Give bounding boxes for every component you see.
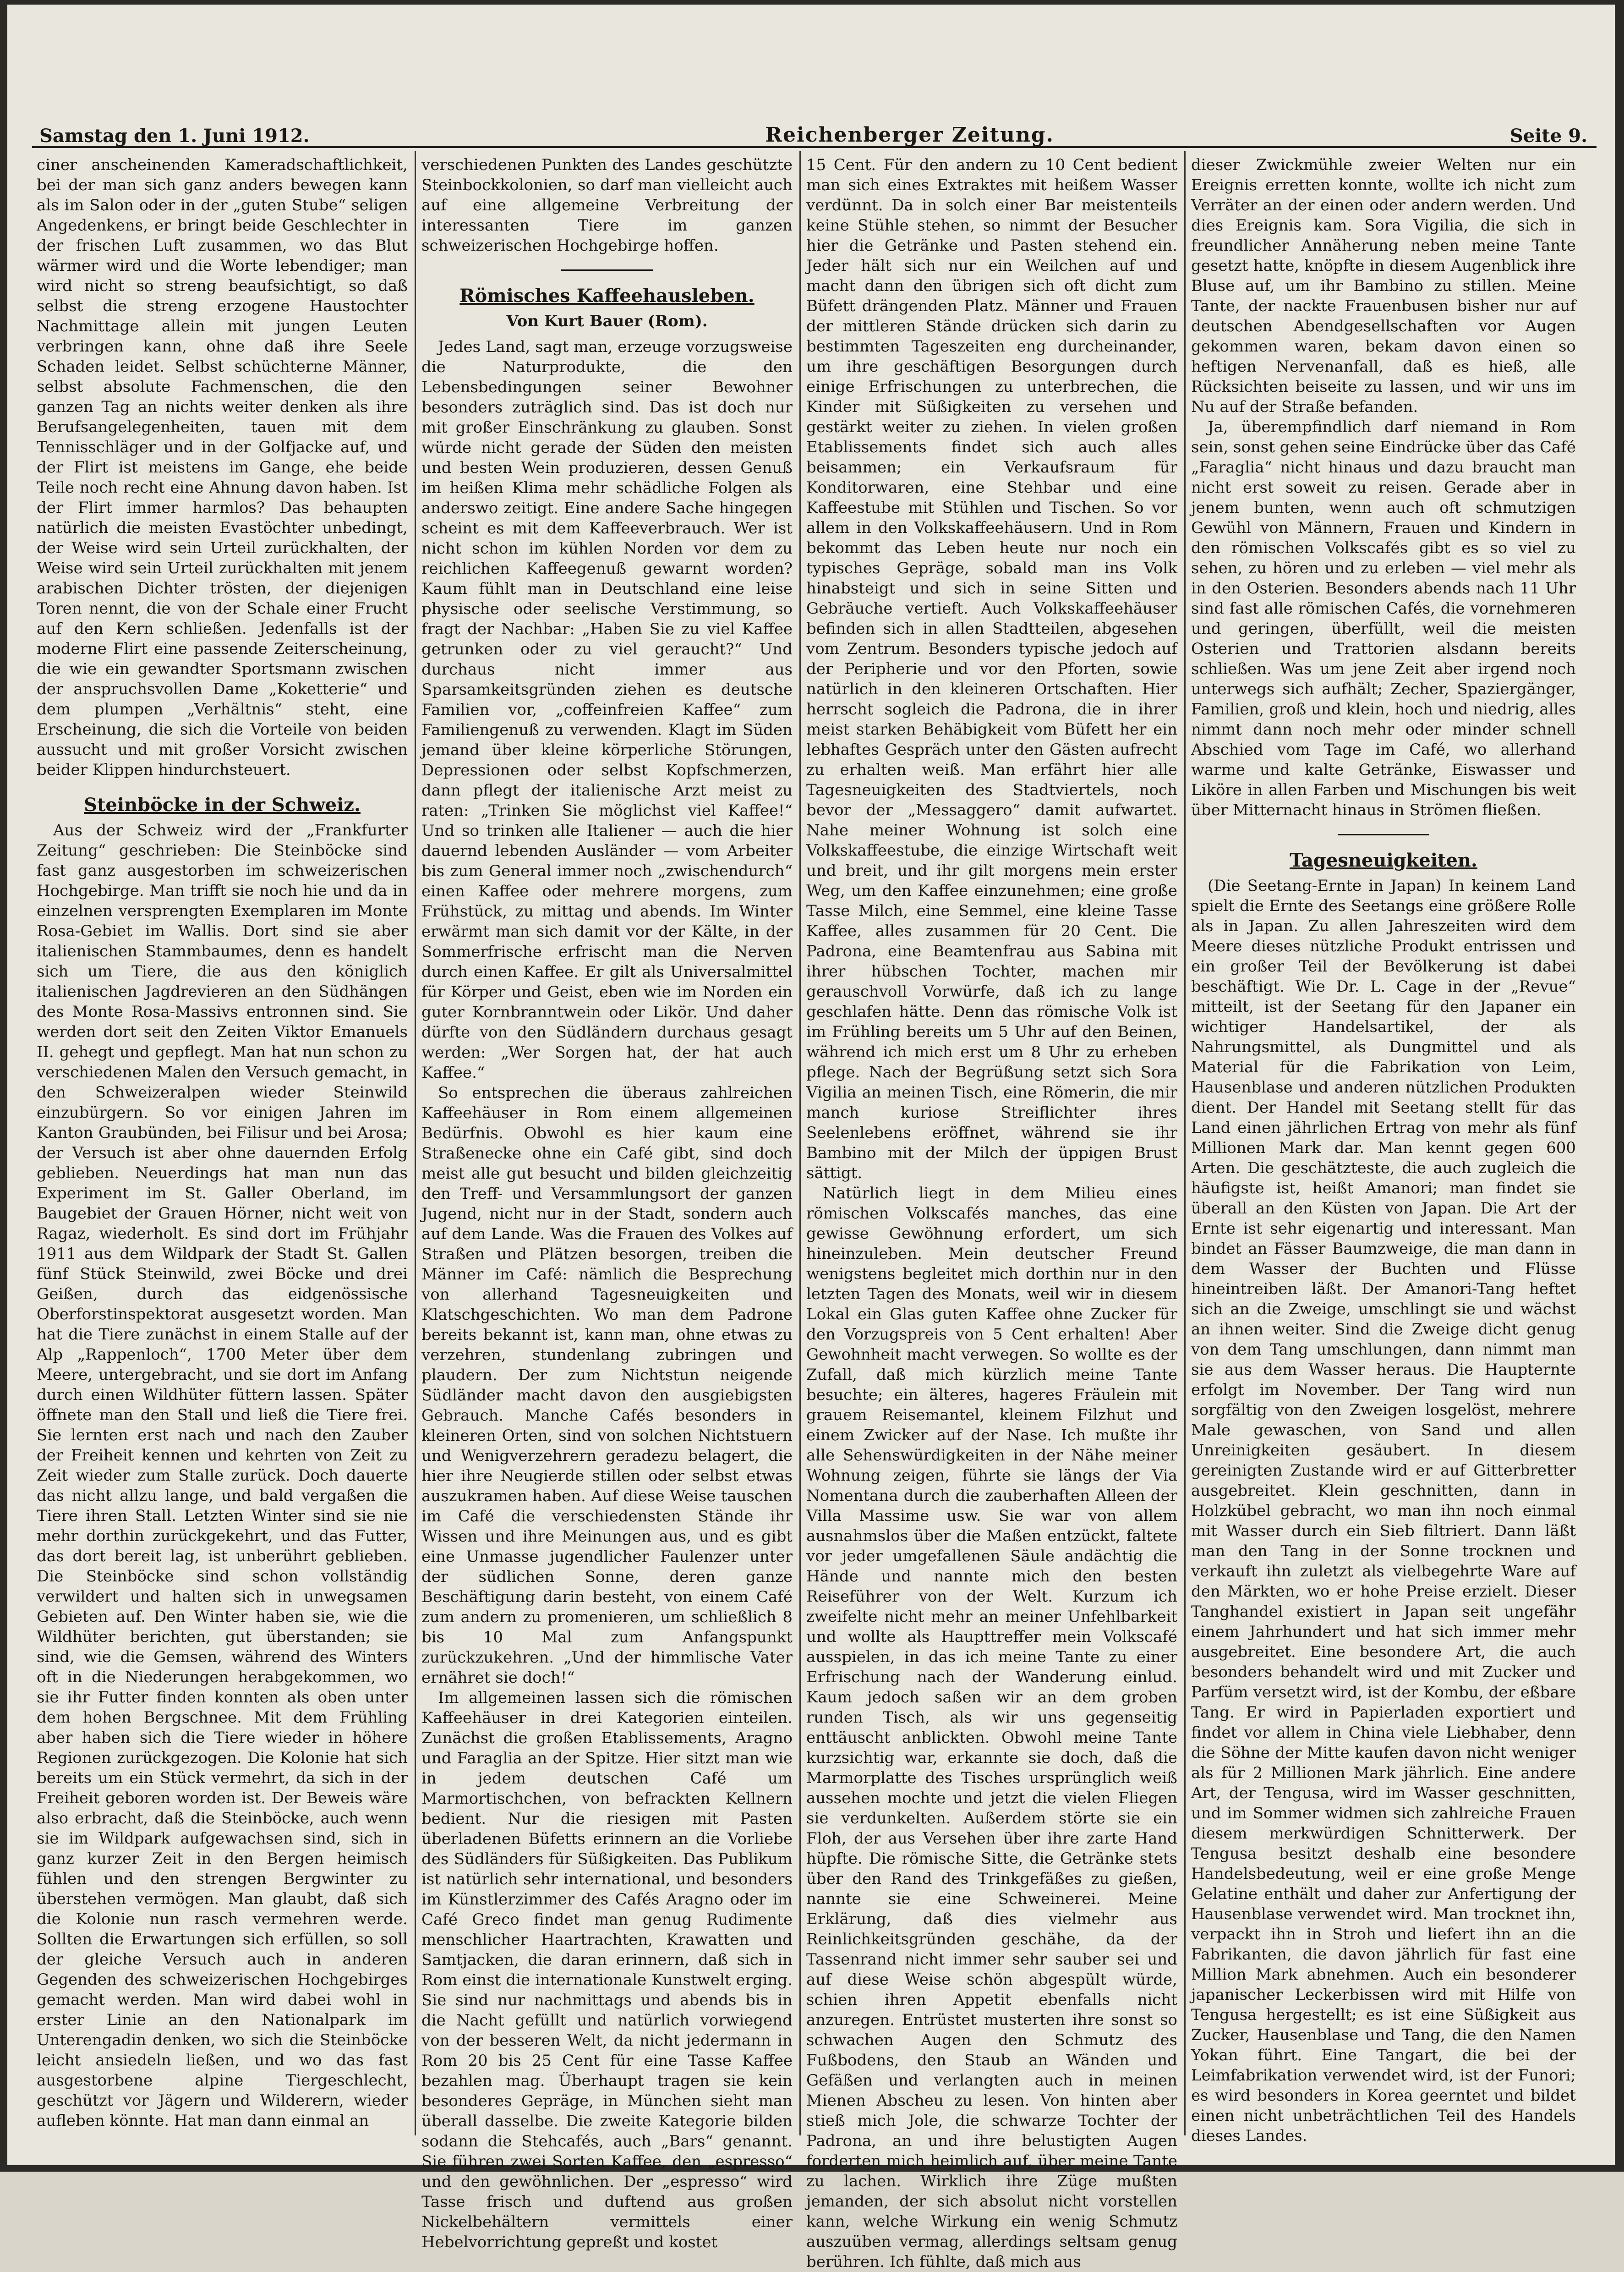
- section-divider: [561, 269, 653, 271]
- article-text: Jedes Land, sagt man, erzeuge vorzugsweise die Naturprodukte, die den Lebensbedingungen seiner Bewohner besonders zuträglich sind. Das ist doch nur mit großer Einschränkung zu glauben. Sonst würde nicht gerade der Süden den meisten und besten Wein produzieren, dessen Genuß im heißen Klima mehr schädliche Folgen als anderswo zeitigt. Eine andere Sache hingegen scheint es mit dem Kaffeeverbrauch. Wer ist nicht schon im kühlen Norden vor dem zu reichlichen Kaffeegenuß gewarnt worden? Kaum fühlt man in Deutschland eine leise physische oder seelische Verstimmung, so fragt der Nachbar: „Haben Sie zu viel Kaffee getrunken oder zu viel geraucht?“ Und durchaus nicht immer aus Sparsamkeitsgründen ziehen es deutsche Familien vor, „coffeinfreien Kaffee“ zum Familiengenuß zu verwenden. Klagt im Süden jemand über kleine körperliche Störungen, Depressionen oder selbst Kopfschmerzen, dann pflegt der italienische Arzt meist zu raten: „Trinken Sie möglichst viel Kaffee!“ Und so trinken alle Italiener — auch die hier dauernd lebenden Ausländer — vom Arbeiter bis zum General immer noch „zwischendurch“ einen Kaffee oder mehrere morgens, zum Frühstück, zu mittag und abends. Im Winter erwärmt man sich damit vor der Kälte, in der Sommerfrische erfrischt man die Nerven durch einen Kaffee. Er gilt als Universalmittel für Körper und Geist, eben wie im Norden ein guter Kornbranntwein oder Likör. Und daher dürfte von den Südländern durchaus gesagt werden: „Wer Sorgen hat, der hat auch Kaffee.“: [421, 338, 793, 1082]
- article-text: verschiedenen Punkten des Landes geschützte Steinbockkolonien, so darf man vielleicht auch auf eine allgemeine Verbreitung der interessanten Tiere im ganzen schweizerischen Hochgebirge hoffen.: [421, 156, 793, 255]
- column-3: [802, 151, 1182, 2271]
- article-text: Ja, überempfindlich darf niemand in Rom sein, sonst gehen seine Eindrücke über das Café „Faraglia“ nicht hinaus und dazu braucht man nicht erst soweit zu reisen. Gerade aber in jenem bunten, wenn auch oft schmutzigen Gewühl von Männern, Frauen und Kindern in den römischen Volkscafés gibt es so viel zu sehen, zu hören und zu erleben — viel mehr als in den Osterien. Besonders abends nach 11 Uhr sind fast alle römischen Cafés, die vornehmeren und geringen, überfüllt, weil die meisten Osterien und Trattorien alsdann bereits schließen. Was um jene Zeit aber irgend noch unterwegs sich aufhält; Zecher, Spaziergänger, Familien, groß und klein, hoch und niedrig, alles nimmt dann noch mehr oder minder schnell Abschied vom Tage im Café, wo allerhand warme und kalte Getränke, Eiswasser und Liköre in allen Farben und Mischungen bis weit über Mitternacht hinaus in Strömen fließen.: [1191, 418, 1576, 819]
- article-headline: Römisches Kaffeehausleben.: [459, 285, 755, 307]
- page-header: [39, 115, 1587, 147]
- issue-date: Samstag den 1. Juni 1912.: [39, 125, 310, 147]
- article-text: Natürlich liegt in dem Milieu eines römischen Volkscafés manches, das eine gewisse Gewöhnung erfordert, um sich hineinzuleben. Mein deutscher Freund wenigstens begleitet mich dorthin nur in den letzten Tagen des Monats, weil wir in diesem Lokal ein Glas guten Kaffee ohne Zucker für den Vorzugspreis von 5 Cent erhalten! Aber Gewohnheit macht verwegen. So wollte es der Zufall, daß mich kürzlich meine Tante besuchte; ein älteres, hageres Fräulein mit grauem Reisemantel, kleinem Filzhut und einem Zwicker auf der Nase. Ich mußte ihr alle Sehenswürdigkeiten in der Nähe meiner Wohnung zeigen, führte sie längs der Via Nomentana durch die zauberhaften Alleen der Villa Massime usw. Sie war von allem ausnahmslos über die Maßen entzückt, faltete vor jeder umgefallenen Säule andächtig die Hände und nannte mich den besten Reiseführer von der Welt. Kurzum ich zweifelte nicht mehr an meiner Unfehlbarkeit und wollte als Haupttreffer mein Volkscafé ausspielen, in das ich meine Tante zu einer Erfrischung nach der Wanderung einlud. Kaum jedoch saßen wir an dem groben runden Tisch, als wir uns gegenseitig enttäuscht anblickten. Obwohl meine Tante kurzsichtig war, erkannte sie doch, daß die Marmorplatte des Tisches ursprünglich weiß aussehen mochte und jetzt die vielen Fliegen sie verdunkelten. Außerdem störte sie ein Floh, der aus Versehen über ihre zarte Hand hüpfte. Die römische Sitte, die Getränke stets über den Rand des Trinkgefäßes zu gießen, nannte sie eine Schweinerei. Meine Erklärung, daß dies vielmehr aus Reinlichkeitsgründen geschähe, da der Tassenrand nicht immer sehr sauber sei und auf diese Weise schön abgespült würde, schien ihren Appetit ebenfalls nicht anzuregen. Entrüstet musterten ihre sonst so schwachen Augen den Schmutz des Fußbodens, den Staub an Wänden und Gefäßen und verlangten auch in meinen Mienen Abscheu zu lesen. Von hinten aber stieß mich Jole, die schwarze Tochter der Padrona, an und ihre belustigten Augen forderten mich heimlich auf, über meine Tante zu lachen. Wirklich ihre Züge mußten jemanden, der sich absolut nicht vorstellen kann, welche Wirkung ein wenig Schmutz auszuüben vermag, allerdings seltsam genug berühren. Ich fühlte, daß mich aus: [806, 1184, 1177, 2271]
- header-rule: [32, 146, 1597, 148]
- page-number: Seite 9.: [1509, 125, 1587, 147]
- article-text: (Die Seetang-Ernte in Japan) In keinem Land spielt die Ernte des Seetangs eine größere Rolle als in Japan. Zu allen Jahreszeiten wird dem Meere dieses nützliche Produkt entrissen und ein großer Teil der Bevölkerung ist dabei beschäftigt. Wie Dr. L. Cage in der „Revue“ mitteilt, ist der Seetang für den Japaner ein wichtiger Handelsartikel, der als Nahrungsmittel, als Dungmittel und als Material für die Fabrikation von Leim, Hausenblase und anderen nützlichen Produkten dient. Der Handel mit Seetang stellt für das Land einen jährlichen Ertrag von mehr als fünf Millionen Mark dar. Man kennt gegen 600 Arten. Die geschätzteste, die auch zugleich die häufigste ist, heißt Amanori; man findet sie überall an den Küsten von Japan. Die Art der Ernte ist sehr eigenartig und interessant. Man bindet an Fässer Baumzweige, die man dann in dem Wasser der Buchten und Flüsse hineintreiben läßt. Der Amanori-Tang heftet sich an die Zweige, umschlingt sie und wächst an ihnen weiter. Sind die Zweige dicht genug von dem Tang umschlungen, dann nimmt man sie aus dem Wasser heraus. Die Haupternte erfolgt im November. Der Tang wird nun sorgfältig von den Zweigen losgelöst, mehrere Male gewaschen, von Sand und allen Unreinigkeiten gesäubert. In diesem gereinigten Zustande wird er auf Gitterbretter ausgebreitet. Klein geschnitten, dann in Holzkübel gebracht, wo man ihn noch einmal mit Wasser durch ein Sieb filtriert. Dann läßt man den Tang in der Sonne trocknen und verkauft ihn zuletzt als vielbegehrte Ware auf den Märkten, wo er hohe Preise erzielt. Dieser Tanghandel existiert in Japan seit ungefähr einem Jahrhundert und hat sich immer mehr ausgebreitet. Eine besondere Art, die auch besonders behandelt wird und mit Zucker und Parfüm versetzt wird, ist der Kombu, der eßbare Tang. Er wird in Papierladen exportiert und findet vor allem in China viele Liebhaber, denn die Söhne der Mitte kaufen davon nicht weniger als für 2 Millionen Mark jährlich. Eine andere Art, der Tengusa, wird im Wasser geschnitten, und im Sommer widmen sich zahlreiche Frauen diesem merkwürdigen Schnitterwerk. Der Tengusa besitzt deshalb eine besondere Handelsbedeutung, weil er eine große Menge Gelatine enthält und daher zur Anfertigung der Hausenblase verwendet wird. Man trocknet ihn, verpackt ihn in Stroh und liefert ihn an die Fabrikanten, die davon jährlich für fast eine Million Mark abnehmen. Auch ein besonderer japanischer Leckerbissen wird mit Hilfe von Tengusa hergestellt; es ist eine Süßigkeit aus Zucker, Hausenblase und Tang, die den Namen Yokan führt. Eine Tangart, die bei der Leimfabrikation verwendet wird, ist der Funori; es wird besonders in Korea geerntet und bildet einen nicht unbeträchtlichen Teil des Handels dieses Landes.: [1191, 877, 1576, 2145]
- article-headline: Steinböcke in der Schweiz.: [84, 794, 361, 816]
- section-headline: Tagesneuigkeiten.: [1290, 850, 1477, 871]
- masthead: Reichenberger Zeitung.: [765, 123, 1054, 147]
- column-rule: [415, 151, 416, 2135]
- column-2: [417, 151, 797, 2251]
- article-text: dieser Zwickmühle zweier Welten nur ein Ereignis erretten konnte, wollte ich nicht zum Verräter an der einen oder andern werden. Und dies Ereignis kam. Sora Vigilia, die sich in freundlicher Annäherung neben meine Tante gesetzt hatte, knöpfte in diesem Augenblick ihre Bluse auf, um ihr Bambino zu stillen. Meine Tante, der nackte Frauenbusen bisher nur auf deutschen Abendgesellschaften vor Augen gekommen waren, bekam davon einen so heftigen Nervenanfall, daß es hieß, alle Rücksichten beiseite zu lassen, und wir uns im Nu auf der Straße befanden.: [1191, 156, 1576, 416]
- column-1: [32, 151, 412, 2135]
- column-rule: [1184, 151, 1186, 2135]
- section-divider: [1338, 834, 1429, 835]
- column-rule: [799, 151, 801, 2135]
- article-text: ciner anscheinenden Kameradschaftlichkeit, bei der man sich ganz anders bewegen kann als im Salon oder in der „guten Stube“ seligen Angedenkens, er bringt beide Geschlechter in der frischen Luft zusammen, wo das Blut wärmer wird und die Worte lebendiger; man wird nicht so streng beaufsichtigt, so daß selbst die streng erzogene Haustochter Nachmittage allein mit jungen Leuten verbringen kann, ohne daß ihre Seele Schaden leidet. Selbst schüchterne Männer, selbst absolute Fachmenschen, die den ganzen Tag an nichts weiter denken als ihre Berufsangelegenheiten, tauen mit dem Tennisschläger und in der Golfjacke auf, und der Flirt ist meistens im Gange, ehe beide Teile noch recht eine Ahnung davon haben. Ist der Flirt immer harmlos? Das behaupten natürlich die meisten Evastöchter unbedingt, der Weise wird sein Urteil zurückhalten, der Weise wird sein Urteil zurückhalten mit jenem arabischen Dichter trösten, der diejenigen Toren nennt, die von der Schale einer Frucht auf den Kern schließen. Jedenfalls ist der moderne Flirt eine passende Zeiterscheinung, die wie ein gewandter Sportsmann zwischen der anspruchsvollen Dame „Koketterie“ und dem plumpen „Verhältnis“ steht, eine Erscheinung, die sich die Vorteile von beiden aussucht und mit großer Vorsicht zwischen beider Klippen hindurchsteuert.: [37, 156, 408, 779]
- article-text: Im allgemeinen lassen sich die römischen Kaffeehäuser in drei Kategorien einteilen. Zunächst die großen Etablissements, Aragno und Faraglia an der Spitze. Hier sitzt man wie in jedem deutschen Café um Marmortischchen, von befrackten Kellnern bedient. Nur die riesigen mit Pasten überladenen Büfetts erinnern an die Vorliebe des Südländers für Süßigkeiten. Das Publikum ist natürlich sehr international, und besonders im Künstlerzimmer des Cafés Aragno oder im Café Greco findet man genug Rudimente menschlicher Haartrachten, Krawatten und Samtjacken, die daran erinnern, daß sich in Rom einst die internationale Kunstwelt erging. Sie sind nur nachmittags und abends bis in die Nacht gefüllt und natürlich vorwiegend von der besseren Welt, da nicht jedermann in Rom 20 bis 25 Cent für eine Tasse Kaffee bezahlen mag. Überhaupt tragen sie kein besonderes Gepräge, in München sieht man überall dasselbe. Die zweite Kategorie bilden sodann die Stehcafés, auch „Bars“ genannt. Sie führen zwei Sorten Kaffee, den „espresso“ und den gewöhnlichen. Der „espresso“ wird Tasse frisch und duftend aus großen Nickelbehältern vermittels einer Hebelvorrichtung gepreßt und kostet: [421, 1689, 793, 2251]
- article-text: 15 Cent. Für den andern zu 10 Cent bedient man sich eines Extraktes mit heißem Wasser verdünnt. Da in solch einer Bar meistenteils keine Stühle stehen, so nimmt der Besucher hier die Getränke und Pasten stehend ein. Jeder hält sich nur ein Weilchen auf und macht dann den übrigen sich oft dicht zum Büfett drängenden Platz. Männer und Frauen der mittleren Stände drücken sich darin zu bestimmten Tageszeiten eng durcheinander, um ihre geschäftigen Besorgungen durch einige Erfrischungen zu unterbrechen, die Kinder mit Süßigkeiten zu versehen und gestärkt weiter zu ziehen. In vielen großen Etablissements findet sich auch alles beisammen; ein Verkaufsraum für Konditorwaren, eine Stehbar und eine Kaffeestube mit Stühlen und Tischen. So vor allem in den Volkskaffeehäusern. Und in Rom bekommt das Leben heute nur noch ein typisches Gepräge, sobald man ins Volk hinabsteigt und sich in seine Sitten und Gebräuche vertieft. Auch Volkskaffeehäuser befinden sich in allen Stadtteilen, abgesehen vom Zentrum. Besonders typische jedoch auf der Peripherie und vor den Pforten, sowie natürlich in den kleineren Ortschaften. Hier herrscht sogleich die Padrona, die in ihrer meist starken Behäbigkeit vom Büfett her ein lebhaftes Gespräch unter den Gästen aufrecht zu erhalten weiß. Man erfährt hier alle Tagesneuigkeiten des Stadtviertels, noch bevor der „Messaggero“ damit aufwartet. Nahe meiner Wohnung ist solch eine Volkskaffeestube, die einzige Wirtschaft weit und breit, und ihr gilt morgens mein erster Weg, um den Kaffee einzunehmen; eine große Tasse Milch, eine Semmel, eine kleine Tasse Kaffee, alles zusammen für 20 Cent. Die Padrona, eine Beamtenfrau aus Sabina mit ihrer hübschen Tochter, machen mir gerauschvoll Vorwürfe, daß ich zu lange geschlafen hätte. Denn das römische Volk ist im Frühling bereits um 5 Uhr auf den Beinen, während ich mich erst um 8 Uhr zu erheben pflege. Nach der Begrüßung setzt sich Sora Vigilia an meinen Tisch, eine Römerin, die mir manch kuriose Streiflichter ihres Seelenlebens eröffnet, während sie ihr Bambino mit der Milch der üppigen Brust sättigt.: [806, 156, 1177, 1182]
- article-byline: Von Kurt Bauer (Rom).: [506, 312, 708, 330]
- article-text: So entsprechen die überaus zahlreichen Kaffeehäuser in Rom einem allgemeinen Bedürfnis. Obwohl es hier kaum eine Straßenecke ohne ein Café gibt, sind doch meist alle gut besucht und bilden gleichzeitig den Treff- und Versammlungsort der ganzen Jugend, nicht nur in der Stadt, sondern auch auf dem Lande. Was die Frauen des Volkes auf Straßen und Plätzen besorgen, treiben die Männer im Café: nämlich die Besprechung von allerhand Tagesneuigkeiten und Klatschgeschichten. Wo man dem Padrone bereits bekannt ist, kann man, ohne etwas zu verzehren, stundenlang zubringen und plaudern. Der zum Nichtstun neigende Südländer macht davon den ausgiebigsten Gebrauch. Manche Cafés besonders in kleineren Orten, sind von solchen Nichtstuern und Wenigverzehrern geradezu belagert, die hier ihre Neugierde stillen oder selbst etwas auszukramen haben. Auf diese Weise tauschen im Café die verschiedensten Stände ihr Wissen und ihre Meinungen aus, und es gibt eine Unmasse jugendlicher Faulenzer unter der südlichen Sonne, deren ganze Beschäftigung darin besteht, von einem Café zum andern zu promenieren, um schließlich 8 bis 10 Mal zum Anfangspunkt zurückzukehren. „Und der himmlische Vater ernähret sie doch!“: [421, 1084, 793, 1687]
- article-text: Aus der Schweiz wird der „Frankfurter Zeitung“ geschrieben: Die Steinböcke sind fast ganz ausgestorben im schweizerischen Hochgebirge. Man trifft sie noch hie und da in einzelnen versprengten Exemplaren im Monte Rosa-Gebiet im Wallis. Dort sind sie aber italienischen Stammbaumes, denn es handelt sich um Tiere, die aus den königlich italienischen Jagdrevieren an den Südhängen des Monte Rosa-Massivs entronnen sind. Sie werden dort seit den Zeiten Viktor Emanuels II. gehegt und gepflegt. Man hat nun schon zu verschiedenen Malen den Versuch gemacht, in den Schweizeralpen wieder Steinwild einzubürgern. So vor einigen Jahren im Kanton Graubünden, bei Filisur und bei Arosa; der Versuch ist aber ohne dauernden Erfolg geblieben. Neuerdings hat man nun das Experiment im St. Galler Oberland, im Baugebiet der Grauen Hörner, nicht weit von Ragaz, wiederholt. Es sind dort im Frühjahr 1911 aus dem Wildpark der Stadt St. Gallen fünf Stück Steinwild, zwei Böcke und drei Geißen, durch das eidgenössische Oberforstinspektorat ausgesetzt worden. Man hat die Tiere zunächst in einem Stalle auf der Alp „Rappenloch“, 1700 Meter über dem Meere, untergebracht, und sie dort im Anfang durch einen Wildhüter füttern lassen. Später öffnete man den Stall und ließ die Tiere frei. Sie lernten erst nach und nach den Zauber der Freiheit kennen und kehrten von Zeit zu Zeit wieder zum Stalle zurück. Doch dauerte das nicht allzu lange, und bald vergaßen die Tiere ihren Stall. Letzten Winter sind sie nie mehr dorthin zurückgekehrt, und das Futter, das dort bereit lag, ist unberührt geblieben. Die Steinböcke sind schon vollständig verwildert und halten sich in unwegsamen Gebieten auf. Den Winter haben sie, wie die Wildhüter berichten, gut überstanden; sie sind, wie die Gemsen, während des Winters oft in die Niederungen herabgekommen, wo sie ihr Futter finden konnten als oben unter dem hohen Bergschnee. Mit dem Frühling aber haben sich die Tiere wieder in höhere Regionen zurückgezogen. Die Kolonie hat sich bereits um ein Stück vermehrt, da sich in der Freiheit geboren worden ist. Der Beweis wäre also erbracht, daß die Steinböcke, auch wenn sie im Wildpark aufgewachsen sind, sich in ganz kurzer Zeit in den Bergen heimisch fühlen und den strengen Bergwinter zu überstehen vermögen. Man glaubt, daß sich die Kolonie nun rasch vermehren werde. Sollten die Erwartungen sich erfüllen, so soll der gleiche Versuch auch in anderen Gegenden des schweizerischen Hochgebirges gemacht werden. Man wird dabei wohl in erster Linie an den Nationalpark im Unterengadin denken, wo sich die Steinböcke leicht ansiedeln ließen, und wo das fast ausgestorbene alpine Tiergeschlecht, geschützt vor Jägern und Wilderern, wieder aufleben könnte. Hat man dann einmal an: [37, 821, 408, 2130]
- column-4: [1187, 151, 1580, 2145]
